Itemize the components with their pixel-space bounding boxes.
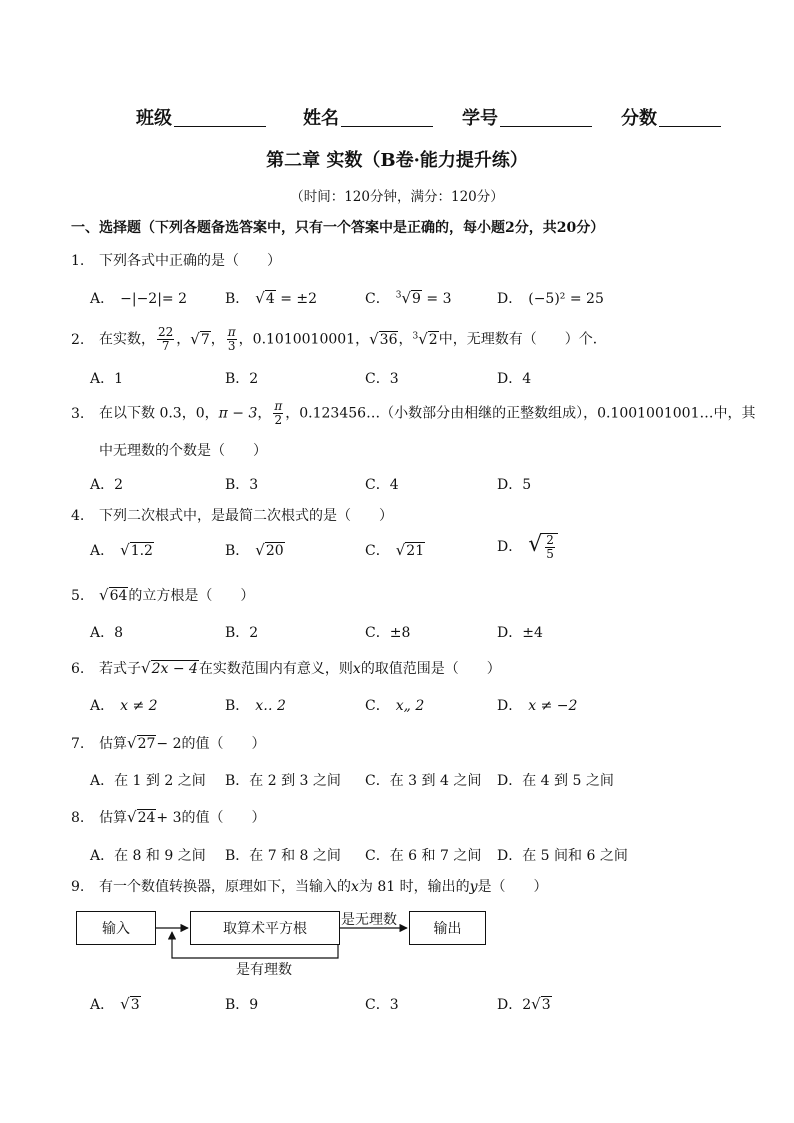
section-heading: 一、选择题（下列各题备选答案中，只有一个答案中是正确的，每小题2分，共20分） [71, 220, 605, 236]
flowchart-rational-label: 是有理数 [236, 962, 292, 978]
option-d[interactable]: D．在 4 到 5 之间 [497, 773, 614, 789]
option-a[interactable]: A． −|−2|= 2 [90, 291, 188, 307]
option-b[interactable]: B．2 [225, 625, 259, 641]
option-b[interactable]: B． √4 = ±2 [225, 289, 318, 307]
options-1 [90, 288, 750, 312]
question-7: 7. 估算√27− 2的值（ ） [71, 734, 266, 752]
option-a[interactable]: A．在 1 到 2 之间 [90, 773, 206, 789]
option-a[interactable]: A． √3 [90, 995, 140, 1013]
class-field[interactable] [136, 104, 266, 130]
option-d[interactable]: D． (−5)² = 25 [497, 291, 604, 307]
options-3 [90, 474, 750, 498]
option-b[interactable]: B．在 2 到 3 之间 [225, 773, 341, 789]
options-9 [90, 994, 750, 1018]
option-a[interactable]: A．8 [90, 625, 124, 641]
question-6: 6. 若式子√2x − 4在实数范围内有意义，则x的取值范围是（ ） [71, 659, 501, 677]
option-a[interactable]: A．2 [90, 477, 124, 493]
option-c[interactable]: C．在 3 到 4 之间 [365, 773, 482, 789]
option-d[interactable]: D．4 [497, 371, 532, 387]
question-2: 2. 在实数， $\frac{22}{7}$ ，√7， $\frac{\pi}{3}$ ，0.1010010001，√36，$^3$√2中，无理数有（ ）个． [71, 325, 607, 353]
option-b[interactable]: B． √20 [225, 541, 284, 559]
option-a[interactable]: A． √1.2 [90, 541, 153, 559]
option-c[interactable]: C． √21 [365, 541, 425, 559]
options-6 [90, 695, 750, 719]
option-c[interactable]: C． $^3$√9 = 3 [365, 289, 452, 307]
option-c[interactable]: C．3 [365, 997, 399, 1013]
option-c[interactable]: C． x„ 2 [365, 698, 425, 714]
option-a[interactable]: A． x ≠ 2 [90, 698, 158, 714]
option-b[interactable]: B．在 7 和 8 之间 [225, 848, 341, 864]
question-5: 5. √64的立方根是（ ） [71, 586, 255, 604]
option-b[interactable]: B．2 [225, 371, 259, 387]
options-7 [90, 770, 750, 794]
question-4: 4. 下列二次根式中，是最简二次根式的是（ ） [71, 508, 393, 524]
id-field[interactable] [462, 104, 592, 130]
option-d[interactable]: D． √ $\frac{2}{5}$ [497, 532, 558, 561]
option-d[interactable]: D．±4 [497, 625, 543, 641]
option-c[interactable]: C．3 [365, 371, 399, 387]
class-label: 班级 [136, 108, 172, 129]
id-label: 学号 [462, 108, 498, 129]
question-stem: 下列各式中正确的是（ ） [99, 253, 281, 269]
option-d[interactable]: D．2√3 [497, 995, 551, 1013]
options-4 [90, 532, 750, 564]
option-d[interactable]: D． x ≠ −2 [497, 698, 578, 714]
option-d[interactable]: D．在 5 间和 6 之间 [497, 848, 628, 864]
question-1 [71, 250, 281, 270]
option-a[interactable]: A．1 [90, 371, 124, 387]
question-number: 1. [71, 253, 85, 269]
option-b[interactable]: B．3 [225, 477, 259, 493]
question-9: 9. 有一个数值转换器，原理如下，当输入的x为 81 时，输出的y是（ ） [71, 879, 548, 895]
option-c[interactable]: C．4 [365, 477, 399, 493]
options-5 [90, 622, 750, 646]
page-title: 第二章 实数（B卷·能力提升练） [266, 150, 528, 171]
question-3: 3. 在以下数 0.3，0，π − 3， $\frac{\pi}{2}$ ，0.123456…（小数部分由相继的正整数组成），0.1001001001…中，其 [71, 399, 756, 427]
question-3-line2: 中无理数的个数是（ ） [99, 443, 267, 459]
flowchart-process-box: 取算术平方根 [190, 911, 340, 945]
options-2 [90, 368, 750, 392]
flowchart-input-box: 输入 [76, 911, 156, 945]
option-d[interactable]: D．5 [497, 477, 532, 493]
name-field[interactable] [303, 104, 433, 130]
option-c[interactable]: C．±8 [365, 625, 411, 641]
option-c[interactable]: C．在 6 和 7 之间 [365, 848, 482, 864]
score-field[interactable] [621, 104, 721, 130]
flowchart-output-box: 输出 [409, 911, 486, 945]
question-8: 8. 估算√24+ 3的值（ ） [71, 808, 266, 826]
option-b[interactable]: B． x‥ 2 [225, 698, 286, 714]
option-a[interactable]: A．在 8 和 9 之间 [90, 848, 206, 864]
name-label: 姓名 [303, 108, 339, 129]
option-b[interactable]: B．9 [225, 997, 259, 1013]
header-fields [0, 104, 794, 132]
options-8 [90, 845, 750, 869]
page-subtitle: （时间：120分钟，满分：120分） [290, 189, 504, 205]
score-label: 分数 [621, 108, 657, 129]
flowchart-irrational-label: 是无理数 [341, 912, 397, 928]
